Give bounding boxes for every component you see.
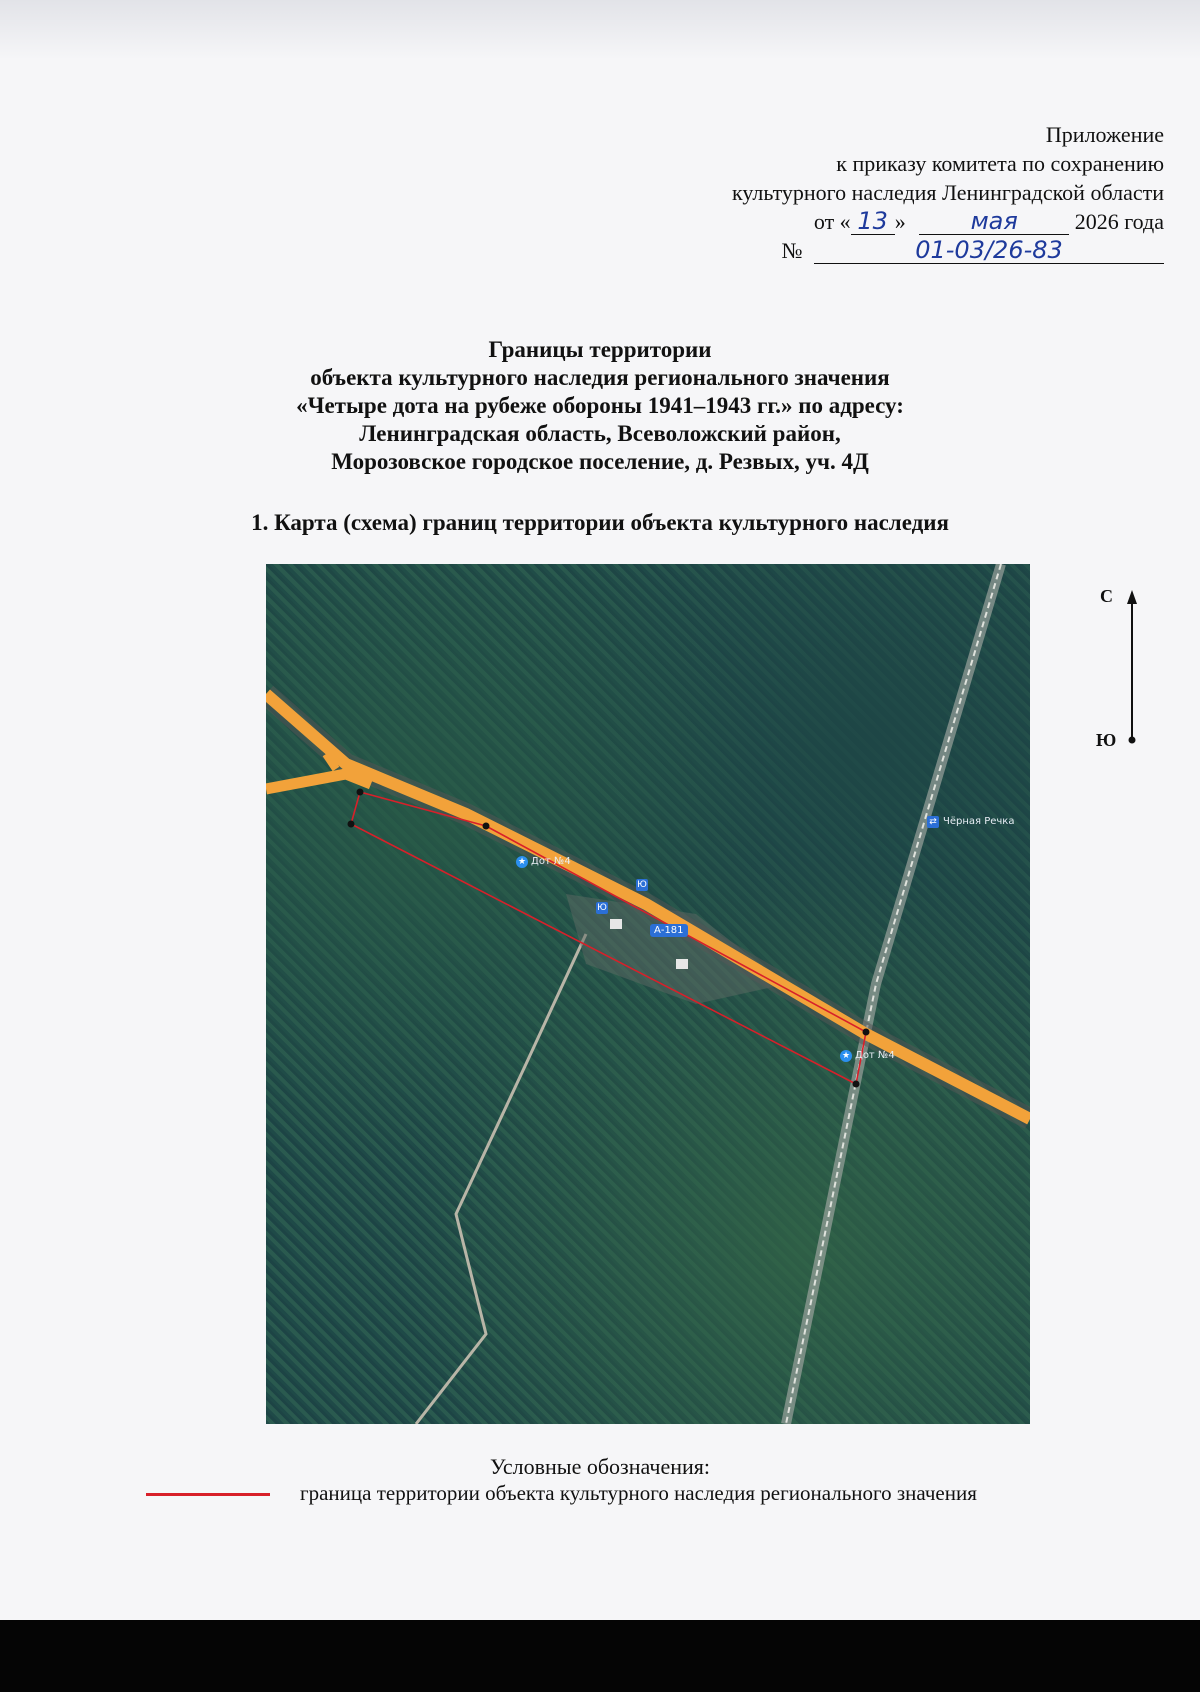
title-line-5: Морозовское городское поселение, д. Резвых, уч. 4Д bbox=[331, 449, 869, 474]
legend-title: Условные обозначения: bbox=[489, 1454, 711, 1479]
number-field bbox=[814, 238, 1164, 264]
dot-label-1: Дот №4 bbox=[531, 856, 571, 867]
number-value: 01-03/26-83 bbox=[915, 236, 1063, 264]
bus-stop-icon-1[interactable]: Ю bbox=[637, 880, 647, 890]
boundary-vertex-4 bbox=[853, 1081, 860, 1088]
legend-boundary-swatch bbox=[146, 1493, 270, 1496]
title-line-4: Ленинградская область, Всеволожский район, bbox=[359, 421, 841, 446]
document-title bbox=[0, 336, 1200, 476]
title-line-1: Границы территории bbox=[488, 337, 712, 362]
scan-shade bbox=[0, 0, 1200, 60]
building-1 bbox=[610, 919, 622, 929]
dirt-path bbox=[416, 934, 586, 1424]
main-road bbox=[266, 694, 1030, 1119]
date-suffix: 2026 года bbox=[1074, 209, 1164, 234]
road-number-badge: А-181 bbox=[650, 924, 688, 937]
boundary-vertex-3 bbox=[863, 1029, 870, 1036]
date-day: 13 bbox=[857, 207, 888, 235]
dot-marker-2-icon[interactable]: ★ bbox=[841, 1051, 851, 1061]
station-icon[interactable]: ⇄ bbox=[927, 816, 939, 828]
date-prefix: от « bbox=[813, 209, 851, 234]
number-prefix: № bbox=[781, 238, 803, 263]
building-2 bbox=[676, 959, 688, 969]
side-road bbox=[266, 774, 371, 789]
appendix-label: Приложение bbox=[1045, 122, 1164, 147]
map-overlay bbox=[266, 564, 1030, 1424]
date-mid: » bbox=[894, 209, 906, 234]
boundary-vertex-5 bbox=[348, 821, 355, 828]
appendix-committee-line: культурного наследия Ленинградской области bbox=[732, 180, 1164, 205]
dot-label-2: Дот №4 bbox=[855, 1050, 895, 1061]
satellite-map bbox=[266, 564, 1030, 1424]
compass-south: Ю bbox=[1096, 730, 1117, 750]
title-line-3: «Четыре дота на рубеже обороны 1941–1943 гг.» по адресу: bbox=[296, 393, 904, 418]
date-month: мая bbox=[970, 207, 1018, 235]
scan-bottom-edge bbox=[0, 1620, 1200, 1692]
station-label: Чёрная Речка bbox=[943, 816, 1015, 827]
legend-boundary-label: граница территории объекта культурного наследия регионального значения bbox=[300, 1481, 977, 1505]
boundary-vertex-1 bbox=[357, 789, 364, 796]
date-day-field bbox=[851, 209, 895, 235]
order-date bbox=[604, 207, 1164, 236]
section-heading: 1. Карта (схема) границ территории объекта культурного наследия bbox=[251, 510, 949, 535]
order-number bbox=[604, 236, 1164, 265]
boundary-vertex-2 bbox=[483, 823, 490, 830]
north-arrow bbox=[1096, 586, 1140, 750]
title-line-2: объекта культурного наследия регионального значения bbox=[310, 365, 890, 390]
bus-stop-icon-2[interactable]: Ю bbox=[597, 903, 607, 913]
compass-north: С bbox=[1100, 586, 1113, 606]
date-month-field bbox=[919, 209, 1069, 235]
appendix-header bbox=[604, 120, 1164, 265]
appendix-order-line: к приказу комитета по сохранению bbox=[836, 151, 1164, 176]
dot-marker-1-icon[interactable]: ★ bbox=[517, 857, 527, 867]
